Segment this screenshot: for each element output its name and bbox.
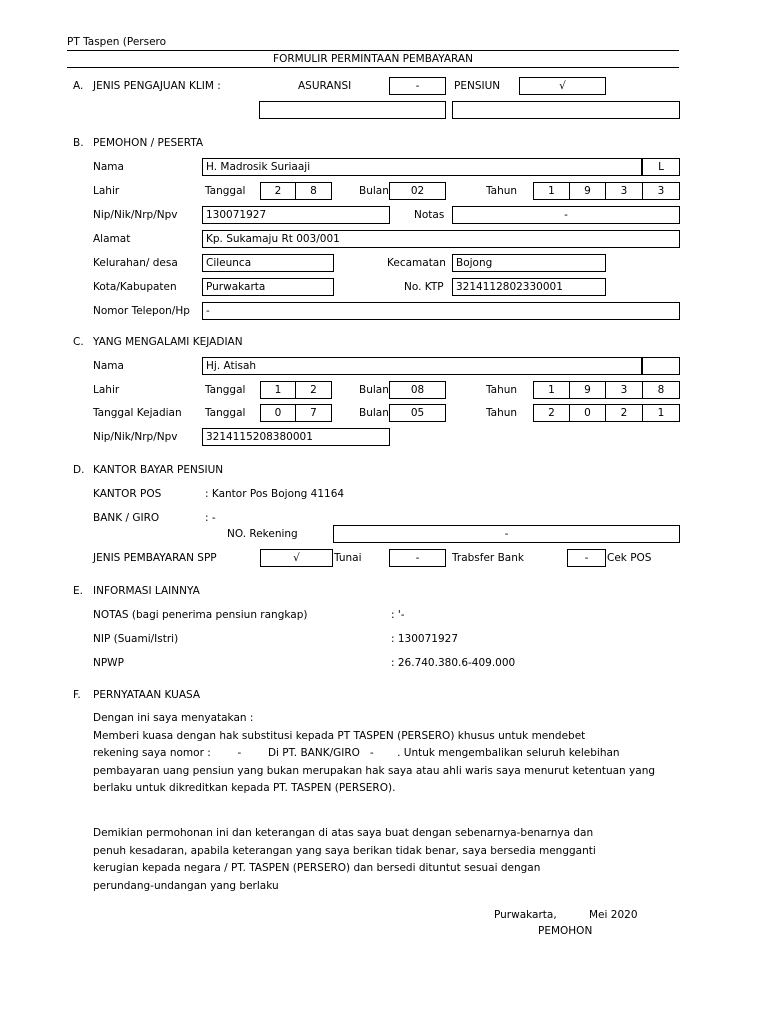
statement-line: berlaku untuk dikreditkan kepada PT. TASPEN (PERSERO). (93, 782, 396, 794)
c-bulan-field[interactable]: 08 (389, 381, 446, 399)
b-telp-label: Nomor Telepon/Hp (93, 305, 190, 317)
statement-line: Dengan ini saya menyatakan : (93, 712, 254, 724)
section-f-letter: F. (73, 689, 81, 701)
statement-line: Memberi kuasa dengan hak substitusi kepada PT TASPEN (PERSERO) khusus untuk mendebet (93, 729, 586, 742)
signer-title: PEMOHON (538, 925, 593, 937)
pensiun-checkbox[interactable]: √ (519, 77, 606, 95)
statement-line: rekening saya nomor : - Di PT. BANK/GIRO - . Untuk mengembalikan seluruh kelebihan (93, 747, 620, 759)
e-notas-value: : '- (391, 609, 405, 621)
section-b-letter: B. (73, 137, 84, 149)
c-bulan2-label: Bulan (359, 407, 389, 419)
tunai-label: Tunai (334, 552, 362, 564)
b-sex-field[interactable]: L (642, 158, 680, 176)
section-e-letter: E. (73, 585, 83, 597)
b-nip-label: Nip/Nik/Nrp/Npv (93, 209, 178, 221)
section-d-letter: D. (73, 464, 85, 476)
b-tgl-digit-2[interactable]: 8 (295, 182, 332, 200)
asuransi-detail-field[interactable] (259, 101, 446, 119)
section-e-title: INFORMASI LAINNYA (93, 585, 200, 597)
bank-giro-label: BANK / GIRO (93, 512, 160, 524)
asuransi-checkbox[interactable]: - (389, 77, 446, 95)
c-lahir-label: Lahir (93, 384, 120, 396)
b-nip-field[interactable]: 130071927 (202, 206, 390, 224)
c-kthn-digit-4[interactable]: 1 (642, 404, 680, 422)
section-d-title: KANTOR BAYAR PENSIUN (93, 464, 224, 476)
rekening-field[interactable]: - (333, 525, 680, 543)
c-kbulan-field[interactable]: 05 (389, 404, 446, 422)
declaration-paragraph (93, 825, 596, 895)
section-b-title: PEMOHON / PESERTA (93, 137, 204, 149)
declaration-line: kerugian kepada negara / PT. TASPEN (PERSERO) dan bersedi dituntut sesuai dengan (93, 862, 541, 874)
b-tgl-digit-1[interactable]: 2 (260, 182, 296, 200)
declaration-line: Demikian permohonan ini dan keterangan di atas saya buat dengan sebenarnya-benarnya dan (93, 827, 594, 839)
statement-paragraph (93, 710, 655, 798)
b-thn-digit-1[interactable]: 1 (533, 182, 570, 200)
b-nama-field[interactable]: H. Madrosik Suriaaji (202, 158, 642, 176)
company-name: PT Taspen (Persero (67, 36, 167, 48)
signature-date: Mei 2020 (589, 909, 638, 921)
e-npwp-value: : 26.740.380.6-409.000 (391, 657, 516, 669)
e-notas-label: NOTAS (bagi penerima pensiun rangkap) (93, 609, 308, 621)
e-nip-value: : 130071927 (391, 633, 458, 645)
form-title: FORMULIR PERMINTAAN PEMBAYARAN (273, 53, 473, 65)
c-ktgl-digit-2[interactable]: 7 (295, 404, 332, 422)
header-divider-bottom (67, 67, 679, 68)
declaration-line: perundang-undangan yang berlaku (93, 879, 279, 892)
c-thn-digit-2[interactable]: 9 (569, 381, 606, 399)
c-nama-field[interactable]: Hj. Atisah (202, 357, 642, 375)
c-tgl-digit-1[interactable]: 1 (260, 381, 296, 399)
c-tgl-digit-2[interactable]: 2 (295, 381, 332, 399)
b-kelurahan-label: Kelurahan/ desa (93, 257, 178, 269)
b-thn-digit-2[interactable]: 9 (569, 182, 606, 200)
c-sex-field[interactable] (642, 357, 680, 375)
spp-label: JENIS PEMBAYARAN SPP (93, 552, 217, 564)
c-nip-field[interactable]: 3214115208380001 (202, 428, 390, 446)
pensiun-detail-field[interactable] (452, 101, 680, 119)
c-tahun2-label: Tahun (486, 407, 518, 419)
kantor-pos-label: KANTOR POS (93, 488, 162, 500)
b-ktp-field[interactable]: 3214112802330001 (452, 278, 606, 296)
e-nip-label: NIP (Suami/Istri) (93, 633, 179, 645)
transfer-checkbox[interactable]: - (389, 549, 446, 567)
cekpos-checkbox[interactable]: - (567, 549, 606, 567)
signature-place: Purwakarta, (494, 909, 557, 921)
section-a-letter: A. (73, 80, 84, 92)
statement-line: pembayaran uang pensiun yang bukan merupakan hak saya atau ahli waris saya menurut ketentuan yang (93, 764, 656, 777)
b-bulan-field[interactable]: 02 (389, 182, 446, 200)
c-kejadian-label: Tanggal Kejadian (93, 407, 182, 419)
c-ktgl-digit-1[interactable]: 0 (260, 404, 296, 422)
b-kecamatan-field[interactable]: Bojong (452, 254, 606, 272)
c-kthn-digit-1[interactable]: 2 (533, 404, 570, 422)
b-kecamatan-label: Kecamatan (387, 257, 446, 269)
bank-giro-value: : - (205, 512, 216, 524)
b-thn-digit-4[interactable]: 3 (642, 182, 680, 200)
c-kthn-digit-3[interactable]: 2 (605, 404, 643, 422)
c-kthn-digit-2[interactable]: 0 (569, 404, 606, 422)
section-c-title: YANG MENGALAMI KEJADIAN (93, 336, 243, 348)
b-kota-label: Kota/Kabupaten (93, 281, 177, 293)
c-tahun-label: Tahun (486, 384, 518, 396)
c-nip-label: Nip/Nik/Nrp/Npv (93, 431, 178, 443)
c-tanggal-label: Tanggal (205, 384, 246, 396)
b-tahun-label: Tahun (486, 185, 518, 197)
b-thn-digit-3[interactable]: 3 (605, 182, 643, 200)
header-divider-top (67, 50, 679, 51)
rekening-label: NO. Rekening (227, 528, 298, 540)
c-bulan-label: Bulan (359, 384, 389, 396)
cekpos-label: Cek POS (607, 552, 652, 564)
c-thn-digit-4[interactable]: 8 (642, 381, 680, 399)
b-lahir-label: Lahir (93, 185, 120, 197)
kantor-pos-value: : Kantor Pos Bojong 41164 (205, 488, 345, 500)
c-thn-digit-1[interactable]: 1 (533, 381, 570, 399)
e-npwp-label: NPWP (93, 657, 124, 669)
section-c-letter: C. (73, 336, 84, 348)
b-tanggal-label: Tanggal (205, 185, 246, 197)
b-kelurahan-field[interactable]: Cileunca (202, 254, 334, 272)
claim-type-label: JENIS PENGAJUAN KLIM : (93, 80, 221, 92)
b-nama-label: Nama (93, 161, 124, 173)
b-ktp-label: No. KTP (404, 281, 444, 293)
b-kota-field[interactable]: Purwakarta (202, 278, 334, 296)
c-nama-label: Nama (93, 360, 124, 372)
b-alamat-label: Alamat (93, 233, 131, 245)
b-notas-label: Notas (414, 209, 445, 221)
b-bulan-label: Bulan (359, 185, 389, 197)
c-tanggal2-label: Tanggal (205, 407, 246, 419)
b-notas-field[interactable]: - (452, 206, 680, 224)
b-alamat-field[interactable]: Kp. Sukamaju Rt 003/001 (202, 230, 680, 248)
pensiun-label: PENSIUN (454, 80, 501, 92)
c-thn-digit-3[interactable]: 3 (605, 381, 643, 399)
b-telp-field[interactable]: - (202, 302, 680, 320)
declaration-line: penuh kesadaran, apabila keterangan yang saya berikan tidak benar, saya bersedia mengganti (93, 844, 596, 857)
asuransi-label: ASURANSI (298, 80, 352, 92)
transfer-label: Trabsfer Bank (452, 552, 524, 564)
section-f-title: PERNYATAAN KUASA (93, 689, 201, 701)
tunai-checkbox[interactable]: √ (260, 549, 333, 567)
